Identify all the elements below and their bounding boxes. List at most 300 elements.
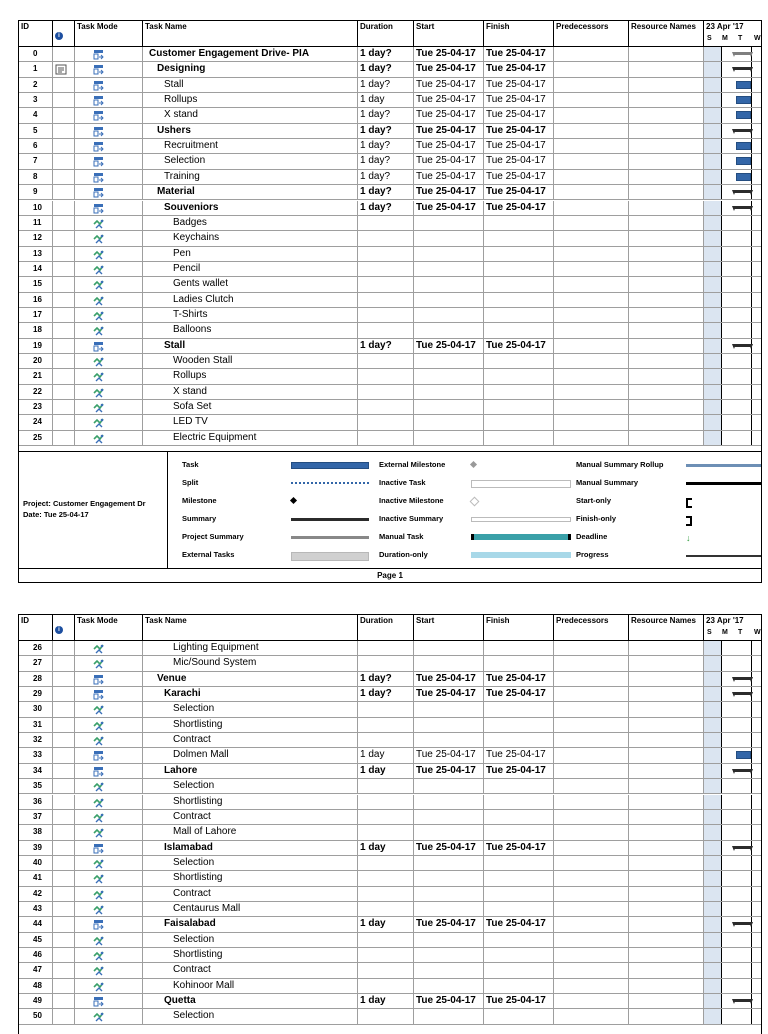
task-name[interactable] xyxy=(143,871,358,885)
task-resources xyxy=(629,354,704,368)
task-resources xyxy=(629,400,704,414)
task-resources xyxy=(629,154,704,168)
task-finish xyxy=(484,733,554,747)
weekend-shade xyxy=(704,841,721,855)
task-name[interactable] xyxy=(143,93,358,107)
task-name[interactable] xyxy=(143,795,358,809)
task-duration: 1 day xyxy=(358,748,414,762)
day-line xyxy=(721,124,722,138)
task-predecessors xyxy=(554,293,629,307)
task-id: 26 xyxy=(19,641,53,655)
day-line xyxy=(721,902,722,916)
task-name[interactable] xyxy=(143,825,358,839)
weekend-shade xyxy=(704,994,721,1008)
table-row[interactable] xyxy=(19,93,761,108)
table-row[interactable] xyxy=(19,902,761,917)
task-finish xyxy=(484,231,554,245)
table-row[interactable] xyxy=(19,185,761,200)
weekend-shade xyxy=(704,231,721,245)
table-row[interactable] xyxy=(19,231,761,246)
task-name-text: Pencil xyxy=(173,262,201,274)
day-line xyxy=(751,641,752,655)
task-predecessors xyxy=(554,47,629,61)
table-row[interactable] xyxy=(19,841,761,856)
task-name[interactable] xyxy=(143,656,358,670)
task-name-text: Contract xyxy=(173,887,211,899)
gantt-cell xyxy=(704,247,763,261)
summary-legend-bar xyxy=(291,516,369,521)
task-name[interactable] xyxy=(143,293,358,307)
task-start xyxy=(414,277,484,291)
table-row[interactable] xyxy=(19,963,761,978)
task-indicator xyxy=(53,216,75,230)
weekend-shade xyxy=(704,62,721,76)
day-line xyxy=(721,339,722,353)
task-start xyxy=(414,902,484,916)
table-row[interactable] xyxy=(19,154,761,169)
day-line xyxy=(721,917,722,931)
task-name[interactable] xyxy=(143,917,358,931)
task-name[interactable] xyxy=(143,979,358,993)
timescale-day-s: S xyxy=(707,35,712,42)
task-id: 20 xyxy=(19,354,53,368)
gantt-cell xyxy=(704,1009,763,1023)
table-row[interactable] xyxy=(19,718,761,733)
task-name[interactable] xyxy=(143,124,358,138)
day-line xyxy=(751,385,752,399)
task-name[interactable] xyxy=(143,231,358,245)
task-start xyxy=(414,871,484,885)
task-name-text: Lighting Equipment xyxy=(173,642,259,653)
auto-task-mode-icon xyxy=(93,827,105,838)
task-start xyxy=(414,1009,484,1023)
task-finish: Tue 25-04-17 xyxy=(484,62,554,76)
task-indicator xyxy=(53,247,75,261)
table-row[interactable] xyxy=(19,641,761,656)
task-predecessors xyxy=(554,93,629,107)
task-resources xyxy=(629,293,704,307)
task-finish xyxy=(484,963,554,977)
task-finish xyxy=(484,702,554,716)
task-predecessors xyxy=(554,963,629,977)
task-finish xyxy=(484,979,554,993)
day-line xyxy=(721,702,722,716)
auto-task-mode-icon xyxy=(93,950,105,961)
day-line xyxy=(721,170,722,184)
task-predecessors xyxy=(554,887,629,901)
gantt-cell xyxy=(704,841,763,855)
day-line xyxy=(721,856,722,870)
table-row[interactable] xyxy=(19,216,761,231)
weekend-shade xyxy=(704,979,721,993)
weekend-shade xyxy=(704,733,721,747)
task-finish xyxy=(484,354,554,368)
task-finish xyxy=(484,216,554,230)
table-row[interactable] xyxy=(19,795,761,810)
task-name[interactable] xyxy=(143,308,358,322)
table-row[interactable] xyxy=(19,702,761,717)
task-bar[interactable] xyxy=(736,96,751,104)
info-icon: i xyxy=(55,626,63,634)
day-line xyxy=(751,871,752,885)
table-row[interactable] xyxy=(19,887,761,902)
task-name[interactable] xyxy=(143,277,358,291)
table-row[interactable] xyxy=(19,277,761,292)
task-start xyxy=(414,795,484,809)
task-finish xyxy=(484,641,554,655)
summary-bar[interactable] xyxy=(733,846,752,849)
task-name[interactable] xyxy=(143,139,358,153)
legend-label: Inactive Summary xyxy=(379,514,444,523)
table-row[interactable] xyxy=(19,369,761,384)
task-id: 12 xyxy=(19,231,53,245)
table-row[interactable] xyxy=(19,400,761,415)
task-mode-cell xyxy=(75,308,143,322)
task-start: Tue 25-04-17 xyxy=(414,841,484,855)
table-row[interactable] xyxy=(19,293,761,308)
legend-label: Duration-only xyxy=(379,550,428,559)
task-start: Tue 25-04-17 xyxy=(414,108,484,122)
auto-task-mode-icon xyxy=(93,658,105,669)
task-name[interactable] xyxy=(143,216,358,230)
task-name[interactable] xyxy=(143,748,358,762)
task-name[interactable] xyxy=(143,415,358,429)
gantt-cell xyxy=(704,415,763,429)
task-name[interactable] xyxy=(143,201,358,215)
task-duration: 1 day xyxy=(358,917,414,931)
task-finish xyxy=(484,856,554,870)
task-finish: Tue 25-04-17 xyxy=(484,994,554,1008)
task-start: Tue 25-04-17 xyxy=(414,201,484,215)
header-predecessors: Predecessors xyxy=(554,21,629,47)
task-finish xyxy=(484,656,554,670)
task-id: 21 xyxy=(19,369,53,383)
table-row[interactable] xyxy=(19,748,761,763)
task-name[interactable] xyxy=(143,108,358,122)
task-duration: 1 day xyxy=(358,994,414,1008)
task-finish xyxy=(484,415,554,429)
auto-task-mode-icon xyxy=(93,325,105,336)
task-bar[interactable] xyxy=(736,173,751,181)
task-name-text: Islamabad xyxy=(164,841,213,853)
task-name[interactable] xyxy=(143,764,358,778)
table-row[interactable] xyxy=(19,415,761,430)
day-line xyxy=(721,262,722,276)
task-start: Tue 25-04-17 xyxy=(414,62,484,76)
task-name[interactable] xyxy=(143,887,358,901)
task-name[interactable] xyxy=(143,1009,358,1023)
table-row[interactable] xyxy=(19,124,761,139)
table-row[interactable] xyxy=(19,672,761,687)
weekend-shade xyxy=(704,277,721,291)
timescale-date: 23 Apr '17 xyxy=(706,616,744,625)
day-line xyxy=(751,1009,752,1023)
timescale-day-t: T xyxy=(738,629,743,636)
header-task-mode: Task Mode xyxy=(75,21,143,47)
task-name-text: Souveniors xyxy=(164,201,219,213)
table-row[interactable] xyxy=(19,78,761,93)
task-name[interactable] xyxy=(143,672,358,686)
task-name[interactable] xyxy=(143,185,358,199)
task-indicator xyxy=(53,795,75,809)
task-indicator xyxy=(53,400,75,414)
task-id: 38 xyxy=(19,825,53,839)
task-id: 15 xyxy=(19,277,53,291)
task-mode-cell xyxy=(75,231,143,245)
gantt-cell xyxy=(704,825,763,839)
table-row[interactable] xyxy=(19,856,761,871)
task-id: 41 xyxy=(19,871,53,885)
table-row[interactable] xyxy=(19,108,761,123)
table-row[interactable] xyxy=(19,871,761,886)
task-name[interactable] xyxy=(143,369,358,383)
gantt-cell xyxy=(704,62,763,76)
table-row[interactable] xyxy=(19,262,761,277)
manual-task-mode-icon xyxy=(93,80,105,91)
task-name[interactable] xyxy=(143,963,358,977)
header-task-mode: Task Mode xyxy=(75,615,143,641)
summary-bar[interactable] xyxy=(733,769,752,772)
task-finish xyxy=(484,431,554,445)
task-resources xyxy=(629,47,704,61)
day-line xyxy=(721,231,722,245)
day-line xyxy=(751,948,752,962)
manual-task-mode-icon xyxy=(93,689,105,700)
manual-task-legend-bar xyxy=(471,534,571,540)
table-row[interactable] xyxy=(19,994,761,1009)
task-name[interactable] xyxy=(143,810,358,824)
legend-label: Manual Task xyxy=(379,532,424,541)
table-row[interactable] xyxy=(19,1009,761,1024)
day-line xyxy=(721,948,722,962)
task-duration xyxy=(358,323,414,337)
task-name[interactable] xyxy=(143,339,358,353)
header-task-name: Task Name xyxy=(143,615,358,641)
table-row[interactable] xyxy=(19,779,761,794)
task-name[interactable] xyxy=(143,385,358,399)
task-name[interactable] xyxy=(143,47,358,61)
task-duration xyxy=(358,933,414,947)
legend-label: Task xyxy=(182,460,199,469)
task-mode-cell xyxy=(75,795,143,809)
table-row[interactable] xyxy=(19,825,761,840)
task-mode-cell xyxy=(75,415,143,429)
task-resources xyxy=(629,825,704,839)
gantt-cell xyxy=(704,748,763,762)
task-name[interactable] xyxy=(143,641,358,655)
timescale-day-t: T xyxy=(738,35,743,42)
task-bar[interactable] xyxy=(736,142,751,150)
day-line xyxy=(751,656,752,670)
task-bar[interactable] xyxy=(736,157,751,165)
task-start xyxy=(414,656,484,670)
table-row[interactable] xyxy=(19,431,761,446)
task-resources xyxy=(629,963,704,977)
task-indicator xyxy=(53,748,75,762)
task-indicator xyxy=(53,78,75,92)
task-name-text: Selection xyxy=(173,703,215,715)
task-resources xyxy=(629,185,704,199)
table-row[interactable] xyxy=(19,339,761,354)
task-name[interactable] xyxy=(143,687,358,701)
task-name-text: Badges xyxy=(173,216,207,228)
table-row[interactable] xyxy=(19,247,761,262)
task-name[interactable] xyxy=(143,323,358,337)
weekend-shade xyxy=(704,78,721,92)
task-name[interactable] xyxy=(143,354,358,368)
task-duration xyxy=(358,277,414,291)
task-name[interactable] xyxy=(143,154,358,168)
task-name[interactable] xyxy=(143,431,358,445)
task-resources xyxy=(629,795,704,809)
table-row[interactable] xyxy=(19,308,761,323)
legend-project-line: Project: Customer Engagement Dr xyxy=(23,499,146,508)
duration-only-legend-bar xyxy=(471,552,571,558)
table-row[interactable] xyxy=(19,385,761,400)
summary-bar[interactable] xyxy=(733,190,752,193)
task-finish: Tue 25-04-17 xyxy=(484,764,554,778)
task-duration: 1 day? xyxy=(358,170,414,184)
table-row[interactable] xyxy=(19,656,761,671)
gantt-cell xyxy=(704,277,763,291)
auto-task-mode-icon xyxy=(93,643,105,654)
weekend-shade xyxy=(704,216,721,230)
task-name[interactable] xyxy=(143,718,358,732)
task-name[interactable] xyxy=(143,841,358,855)
task-name[interactable] xyxy=(143,62,358,76)
task-name-text: Mic/Sound System xyxy=(173,657,257,669)
task-name[interactable] xyxy=(143,994,358,1008)
manual-task-mode-icon xyxy=(93,187,105,198)
task-name[interactable] xyxy=(143,856,358,870)
table-row[interactable] xyxy=(19,917,761,932)
day-line xyxy=(721,641,722,655)
auto-task-mode-icon xyxy=(93,720,105,731)
project-summary-bar[interactable] xyxy=(733,52,752,55)
task-duration: 1 day? xyxy=(358,47,414,61)
manual-task-mode-icon xyxy=(93,341,105,352)
summary-bar[interactable] xyxy=(733,129,752,132)
task-name[interactable] xyxy=(143,702,358,716)
task-id: 30 xyxy=(19,702,53,716)
task-duration: 1 day? xyxy=(358,62,414,76)
task-name[interactable] xyxy=(143,733,358,747)
task-name[interactable] xyxy=(143,933,358,947)
task-name[interactable] xyxy=(143,400,358,414)
task-name-text: Faisalabad xyxy=(164,918,216,930)
summary-bar[interactable] xyxy=(733,922,752,925)
task-name[interactable] xyxy=(143,170,358,184)
table-row[interactable] xyxy=(19,354,761,369)
task-start xyxy=(414,641,484,655)
task-indicator xyxy=(53,963,75,977)
table-row[interactable] xyxy=(19,933,761,948)
gantt-cell xyxy=(704,702,763,716)
task-name[interactable] xyxy=(143,948,358,962)
header-task-name: Task Name xyxy=(143,21,358,47)
task-bar[interactable] xyxy=(736,111,751,119)
table-row[interactable] xyxy=(19,810,761,825)
task-name-text: Shortlisting xyxy=(173,718,223,730)
table-row[interactable] xyxy=(19,764,761,779)
task-duration: 1 day? xyxy=(358,139,414,153)
task-id: 35 xyxy=(19,779,53,793)
header-resource-names: Resource Names xyxy=(629,21,704,47)
task-start: Tue 25-04-17 xyxy=(414,47,484,61)
manual-task-mode-icon xyxy=(93,766,105,777)
task-bar[interactable] xyxy=(736,81,751,89)
summary-bar[interactable] xyxy=(733,344,752,347)
table-row[interactable] xyxy=(19,979,761,994)
task-indicator xyxy=(53,948,75,962)
table-row[interactable] xyxy=(19,733,761,748)
task-name-text: Rollups xyxy=(173,370,207,382)
day-line xyxy=(721,308,722,322)
task-start: Tue 25-04-17 xyxy=(414,917,484,931)
task-mode-cell xyxy=(75,656,143,670)
task-duration xyxy=(358,1009,414,1023)
task-name-text: Wooden Stall xyxy=(173,355,233,366)
table-row[interactable] xyxy=(19,201,761,216)
summary-bar[interactable] xyxy=(733,677,752,680)
task-id: 14 xyxy=(19,262,53,276)
table-row[interactable] xyxy=(19,62,761,77)
task-bar[interactable] xyxy=(736,751,751,759)
task-name[interactable] xyxy=(143,78,358,92)
summary-bar[interactable] xyxy=(733,67,752,70)
day-line xyxy=(721,979,722,993)
task-mode-cell xyxy=(75,247,143,261)
summary-bar[interactable] xyxy=(733,999,752,1002)
task-name[interactable] xyxy=(143,902,358,916)
weekend-shade xyxy=(704,108,721,122)
header-id: ID xyxy=(19,21,53,47)
table-row[interactable] xyxy=(19,170,761,185)
gantt-cell xyxy=(704,856,763,870)
task-start xyxy=(414,963,484,977)
table-row[interactable] xyxy=(19,323,761,338)
table-row[interactable] xyxy=(19,139,761,154)
gantt-cell xyxy=(704,902,763,916)
task-duration: 1 day xyxy=(358,93,414,107)
task-start xyxy=(414,810,484,824)
summary-bar[interactable] xyxy=(733,206,752,209)
weekend-shade xyxy=(704,641,721,655)
task-indicator xyxy=(53,139,75,153)
summary-bar[interactable] xyxy=(733,692,752,695)
task-name[interactable] xyxy=(143,779,358,793)
task-mode-cell xyxy=(75,948,143,962)
task-mode-cell xyxy=(75,963,143,977)
task-indicator xyxy=(53,733,75,747)
task-indicator xyxy=(53,779,75,793)
external-milestone-legend-icon xyxy=(471,462,481,467)
task-resources xyxy=(629,339,704,353)
table-row[interactable] xyxy=(19,687,761,702)
task-name[interactable] xyxy=(143,262,358,276)
legend-label: Manual Summary xyxy=(576,478,639,487)
task-start: Tue 25-04-17 xyxy=(414,764,484,778)
table-row[interactable] xyxy=(19,47,761,62)
auto-task-mode-icon xyxy=(93,356,105,367)
task-id: 40 xyxy=(19,856,53,870)
task-name-text: Contract xyxy=(173,734,211,746)
legend-label: Deadline xyxy=(576,532,608,541)
day-line xyxy=(721,779,722,793)
table-row[interactable] xyxy=(19,948,761,963)
task-name[interactable] xyxy=(143,247,358,261)
task-finish xyxy=(484,887,554,901)
